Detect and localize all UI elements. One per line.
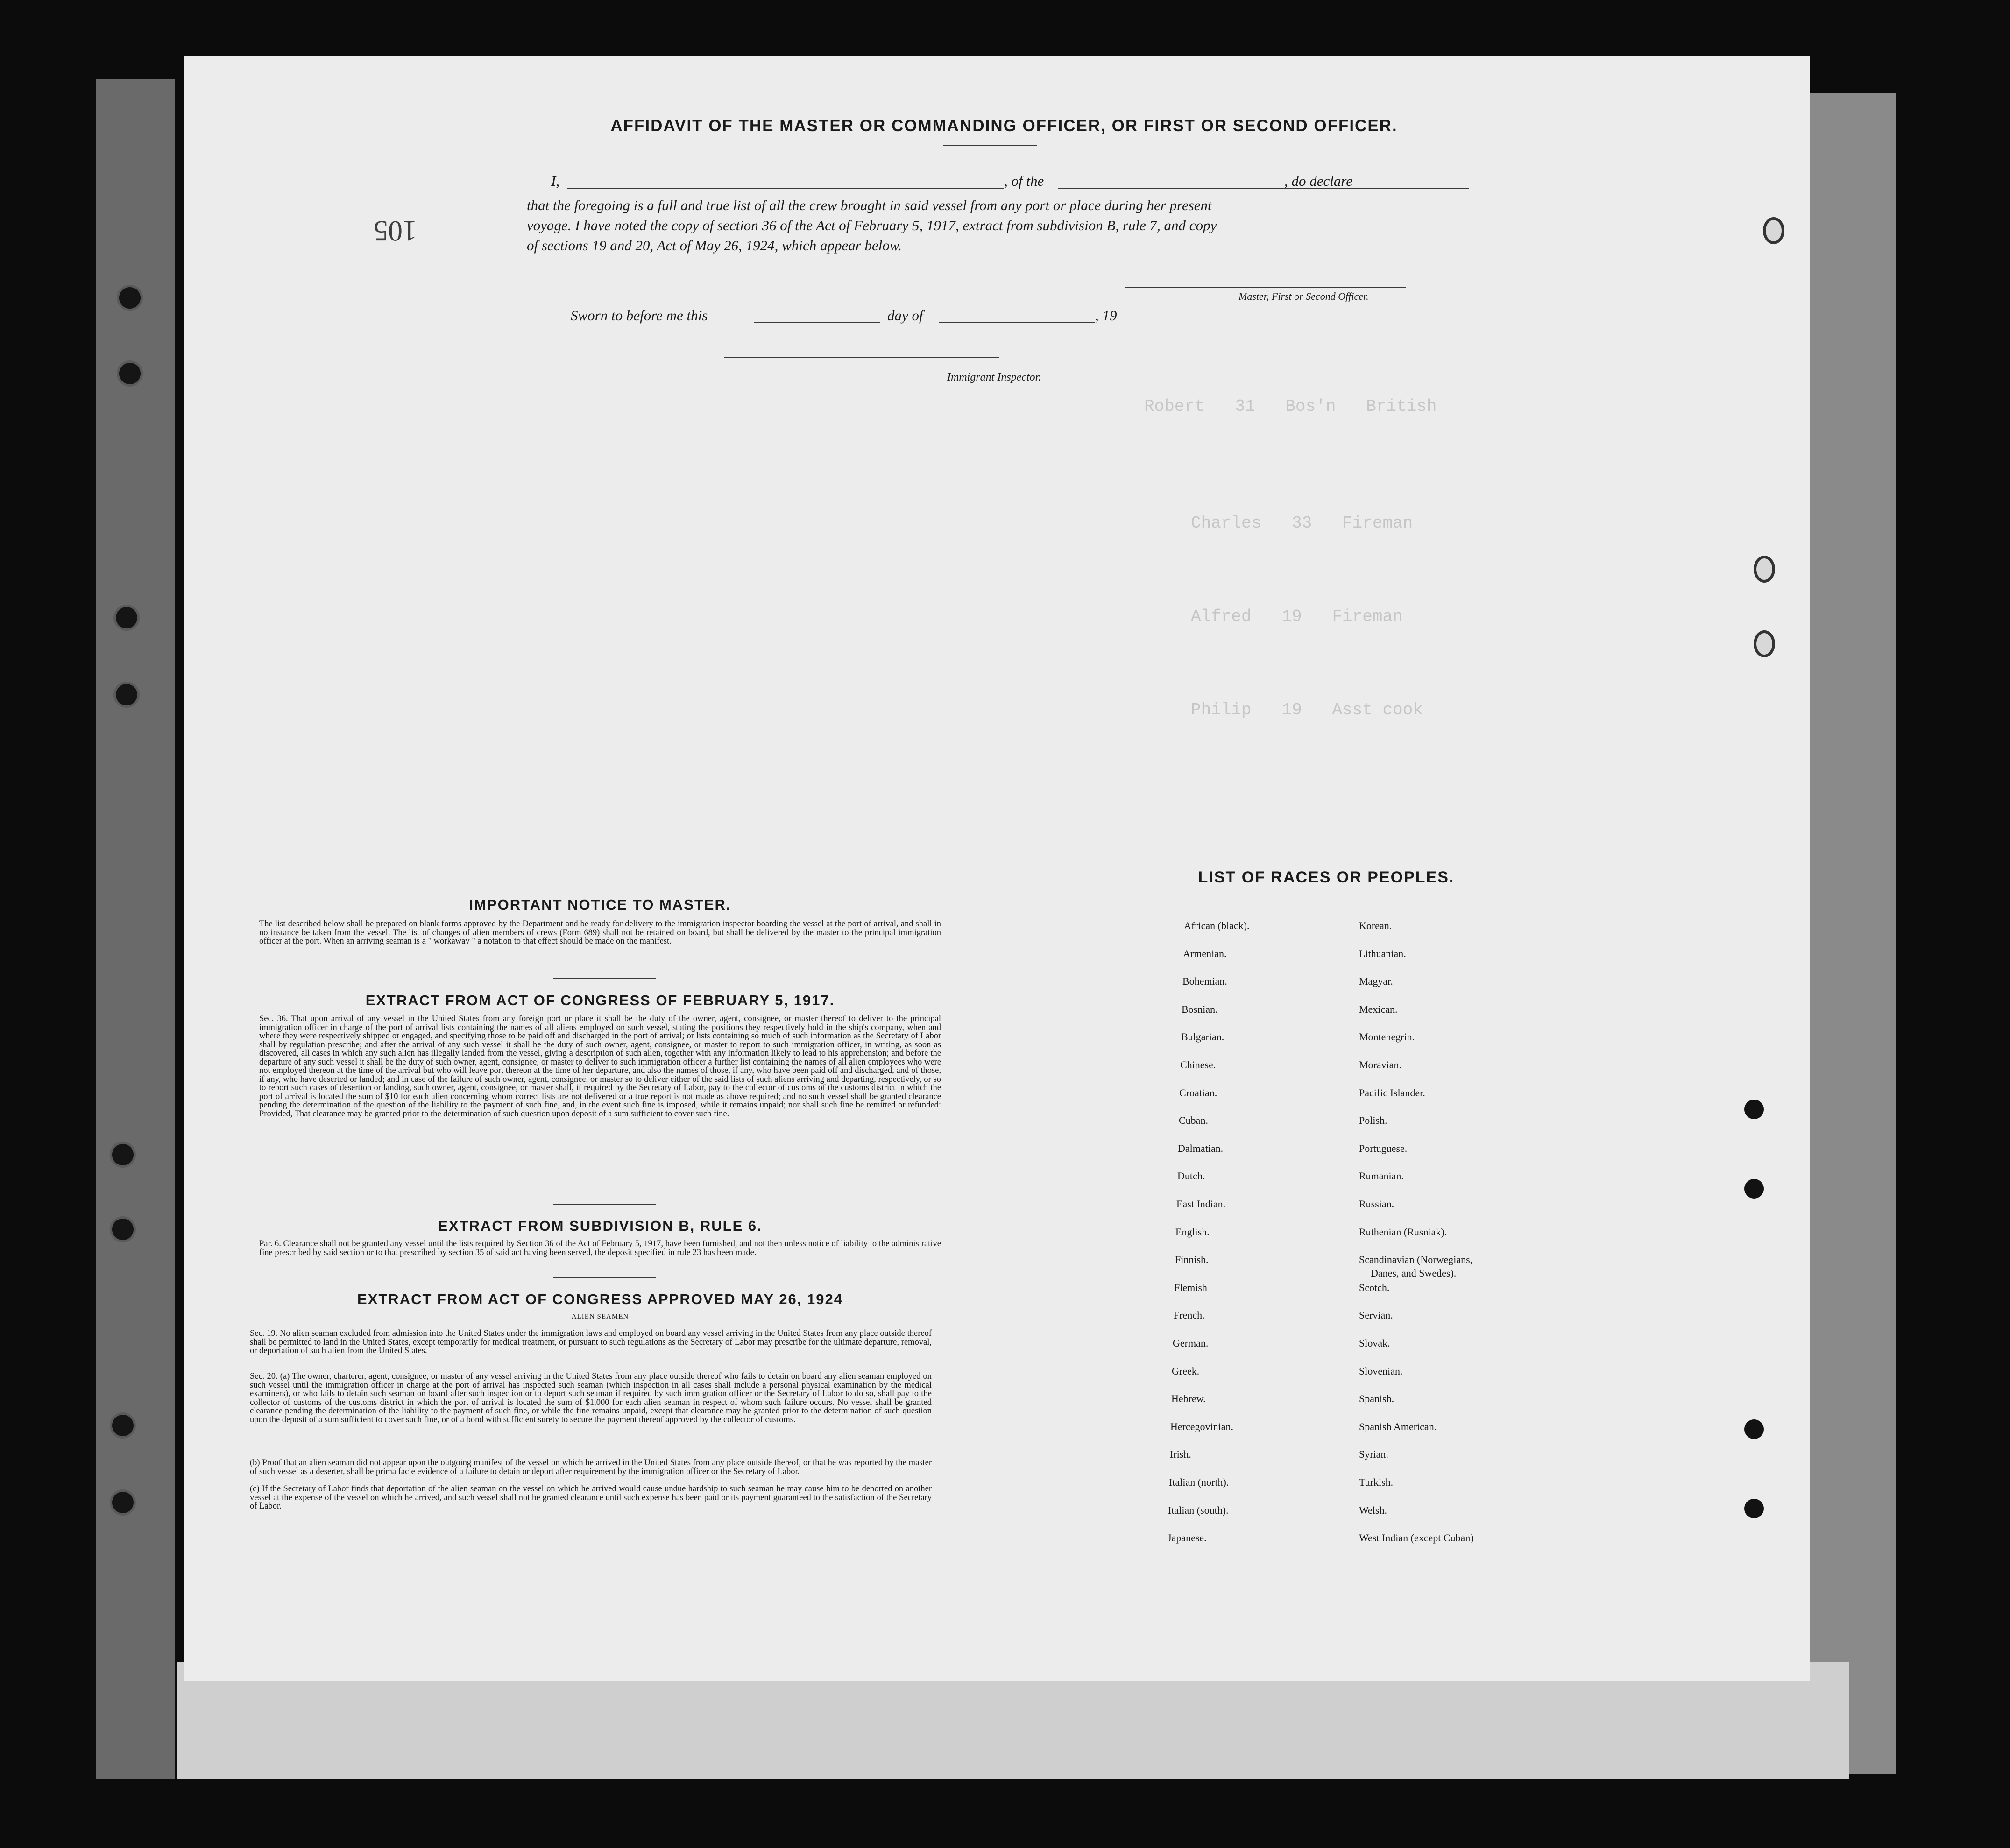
race-item: Ruthenian (Rusniak). [1359,1226,1447,1238]
affidavit-i: I, [551,173,560,189]
race-item: Flemish [1174,1281,1207,1293]
race-item: Montenegrin. [1359,1031,1415,1043]
binder-hole [112,1492,134,1513]
day-of-label: day of [887,307,923,324]
month-blank [939,322,1095,323]
binder-hole [116,684,137,705]
race-item: Mexican. [1359,1003,1398,1015]
act1924-sec20b: (b) Proof that an alien seaman did not appear upon the outgoing manifest of the vessel on which he arrived in the United States from any place outside thereof, or that he was reported by the master of such vessel as a deserter, shall be prima facie evidence of a failure to detain or deport after requirement by the immigration officer or the Secretary of Labor. [250,1458,932,1476]
race-item: Scandinavian (Norwegians, [1359,1254,1473,1266]
affidavit-do-declare: , do declare [1284,173,1353,189]
race-item: German. [1173,1337,1209,1349]
divider [553,978,656,979]
bleed-through-text: Robert 31 Bos'n British [1144,397,1437,416]
bleed-through-text: Alfred 19 Fireman [1191,607,1403,626]
punch-hole [1744,1499,1764,1518]
document-page [184,56,1810,1681]
punch-hole [1744,1419,1764,1439]
race-item: Russian. [1359,1198,1394,1210]
race-item: Irish. [1170,1448,1191,1460]
inspector-label: Immigrant Inspector. [947,371,1041,383]
divider [943,145,1037,146]
races-title: LIST OF RACES OR PEOPLES. [1198,868,1455,886]
bleed-through-text: Philip 19 Asst cook [1191,700,1423,719]
race-item: Spanish. [1359,1393,1394,1405]
punch-hole [1754,630,1775,657]
day-blank [754,322,880,323]
act1924-sec19: Sec. 19. No alien seaman excluded from admission into the United States under the immigration laws and employed on board any vessel arriving in the United States from any place outside thereof shall be permitted to land in the United States, except temporarily for medical treatment, or pursuant to such regulations as the Secretary of Labor may prescribe for the ultimate departure, removal, or deportation of such alien from the United States. [250,1329,932,1355]
race-item: Turkish. [1359,1476,1394,1488]
under-sheet-left [96,79,175,1779]
race-item: Greek. [1172,1365,1200,1377]
race-item: English. [1175,1226,1210,1238]
affidavit-body: voyage. I have noted the copy of section 36 of the Act of February 5, 1917, extract from subdivision B, rule 7, and copy [527,217,1217,233]
binder-hole [112,1219,134,1240]
notice-title: IMPORTANT NOTICE TO MASTER. [469,896,731,913]
binder-hole [119,287,141,309]
bleed-through-text: Charles 33 Fireman [1191,514,1413,533]
year-label: , 19 [1095,307,1117,324]
race-item: Lithuanian. [1359,947,1406,959]
race-item: Cuban. [1179,1114,1208,1127]
signature-blank [1125,287,1406,288]
race-item: Croatian. [1179,1086,1217,1099]
race-item: Pacific Islander. [1359,1086,1425,1099]
race-item: Bulgarian. [1181,1031,1224,1043]
race-item: Hercegovinian. [1170,1420,1233,1432]
page-number: 105 [374,215,417,247]
punch-hole [1763,217,1784,244]
race-item: Finnish. [1175,1254,1209,1266]
name-blank [567,188,1004,189]
race-item: Rumanian. [1359,1170,1404,1182]
race-item: West Indian (except Cuban) [1359,1532,1474,1544]
race-item: Welsh. [1359,1504,1387,1516]
race-item: Dalmatian. [1178,1142,1224,1154]
race-item: Hebrew. [1171,1393,1206,1405]
race-item: Danes, and Swedes). [1371,1267,1457,1279]
race-item: Chinese. [1180,1059,1216,1071]
race-item: Dutch. [1177,1170,1205,1182]
race-item: French. [1174,1309,1205,1321]
race-item: Slovak. [1359,1337,1390,1349]
vessel-blank [1058,188,1469,189]
binder-hole [112,1415,134,1436]
binder-hole [116,607,137,628]
race-item: Bohemian. [1182,975,1227,987]
act1917-title: EXTRACT FROM ACT OF CONGRESS OF FEBRUARY 5, 1917. [365,992,835,1009]
under-sheet-right [1803,93,1896,1774]
punch-hole [1744,1100,1764,1119]
race-item: Korean. [1359,920,1392,931]
race-item: Italian (south). [1168,1504,1229,1516]
act1924-sec20a: Sec. 20. (a) The owner, charterer, agent, consignee, or master of any vessel arriving in the United States from any place outside thereof who fails to detain on board any alien seaman employed on such vessel until the immigration officer in charge at the port of arrival has inspected such seaman (which inspection in all cases shall include a personal physical examination by the medical examiners), or who fails to detain such seaman on board after such inspection or to deport such seaman if required by such immigration officer or the Secretary of Labor to do so, shall pay to the collector of customs of the customs district in which the port of arrival is located the sum of $1,000 for each alien seaman in respect of whom such failure occurs. No vessel shall be granted clearance pending the determination of the liability to the payment of such fine, or while the fine remains unpaid, except that clearance may be granted prior to the determination of such question upon the deposit of a sum sufficient to cover such fine, or of a bond with sufficient surety to secure the payment thereof approved by the collector of customs. [250,1372,932,1425]
signature-label: Master, First or Second Officer. [1239,290,1369,302]
act1924-subtitle: ALIEN SEAMEN [571,1313,629,1320]
race-item: Scotch. [1359,1281,1390,1293]
race-item: African (black). [1184,920,1250,931]
punch-hole [1754,556,1775,583]
act1917-body: Sec. 36. That upon arrival of any vessel in the United States from any foreign port or place it shall be the duty of the owner, agent, consignee, or master thereof to deliver to the principal immigration officer in charge of the port of arrival lists containing the names of all aliens employed on such vessel, stating the positions they respectively hold in the ship's company, when and where they were respectively shipped or engaged, and specifying those to be paid off and discharged in the port of arrival; or lists containing so much of such information as the Secretary of Labor shall by regulation prescribe; and after the arrival of any such vessel it shall be the duty of such owner, agent, consignee, or master to report to such immigration officer, in writing, as soon as discovered, all cases in which any such alien has illegally landed from the vessel, giving a description of such alien, together with any information likely to lead to his apprehension; and before the departure of any such vessel it shall be the duty of such owner, agent, consignee, or master to deliver to such immigration officer a further list containing the names of all alien employees who were not employed thereon at the time of the arrival but who will leave port thereon at the time of her departure, and also the names of those, if any, who have been paid off and discharged, and of those, if any, who have deserted or landed; and in case of the failure of such owner, agent, consignee, or master so to deliver either of the said lists of such aliens arriving and departing, respectively, or so to report such cases of desertion or landing, such owner, agent, consignee, or master shall, if required by the Secretary of Labor, pay to the collector of customs of the customs district in which the port of arrival is located the sum of $10 for each alien concerning whom correct lists are not delivered or a true report is not made as above required; and no such vessel shall be granted clearance pending the determination of the question of the liability to the payment of such fine, and, in the event such fine is imposed, while it remains unpaid; nor shall such fine be remitted or refunded: Provided, That clearance may be granted prior to the determination of such question upon deposit of a sum sufficient to cover such fine. [259,1014,941,1119]
race-item: Armenian. [1183,947,1227,959]
divider [553,1277,656,1278]
race-item: Polish. [1359,1114,1387,1127]
race-item: Bosnian. [1182,1003,1218,1015]
race-item: Spanish American. [1359,1420,1437,1432]
affidavit-body: of sections 19 and 20, Act of May 26, 1924, which appear below. [527,237,902,254]
affidavit-body: that the foregoing is a full and true list of all the crew brought in said vessel from any port or place during her present [527,197,1212,213]
act1924-sec20c: (c) If the Secretary of Labor finds that deportation of the alien seaman on the vessel on which he arrived would cause undue hardship to such seaman he may cause him to be deported on another vessel at the expense of the vessel on which he arrived, and such vessel shall not be granted clearance until such expense has been paid or its payment guaranteed to the satisfaction of the Secretary of Labor. [250,1484,932,1511]
binder-hole [112,1144,134,1165]
sworn-label: Sworn to before me this [571,307,708,324]
divider [553,1204,656,1205]
race-item: Italian (north). [1169,1476,1229,1488]
race-item: Portuguese. [1359,1142,1408,1154]
act1924-title: EXTRACT FROM ACT OF CONGRESS APPROVED MAY 26, 1924 [357,1291,843,1307]
race-item: Slovenian. [1359,1365,1403,1377]
race-item: Syrian. [1359,1448,1388,1460]
rule6-title: EXTRACT FROM SUBDIVISION B, RULE 6. [438,1218,762,1234]
notice-body: The list described below shall be prepared on blank forms approved by the Department and be ready for delivery to the immigration inspector boarding the vessel at the port of arrival, and shall in no instance be taken from the vessel. The list of changes of alien members of crews (Form 689) shall not be retained on board, but shall be delivered by the master to the principal immigration officer at the port. When an arriving seaman is a " workaway " a notation to that effect should be made on the manifest. [259,919,941,946]
race-item: Moravian. [1359,1059,1402,1071]
affidavit-of-the: , of the [1004,173,1044,189]
race-item: Servian. [1359,1309,1393,1321]
race-item: Japanese. [1168,1532,1207,1544]
rule6-body: Par. 6. Clearance shall not be granted any vessel until the lists required by Section 36 of the Act of February 5, 1917, have been furnished, and not then unless notice of liability to the administrative fine prescribed by said section or to that prescribed by section 35 of said act having been served, the deposit specified in rule 23 has been made. [259,1239,941,1257]
race-item: Magyar. [1359,975,1393,987]
affidavit-title: AFFIDAVIT OF THE MASTER OR COMMANDING OFFICER, OR FIRST OR SECOND OFFICER. [610,117,1398,135]
inspector-blank [724,357,999,358]
race-item: East Indian. [1176,1198,1226,1210]
binder-hole [119,363,141,384]
punch-hole [1744,1179,1764,1199]
